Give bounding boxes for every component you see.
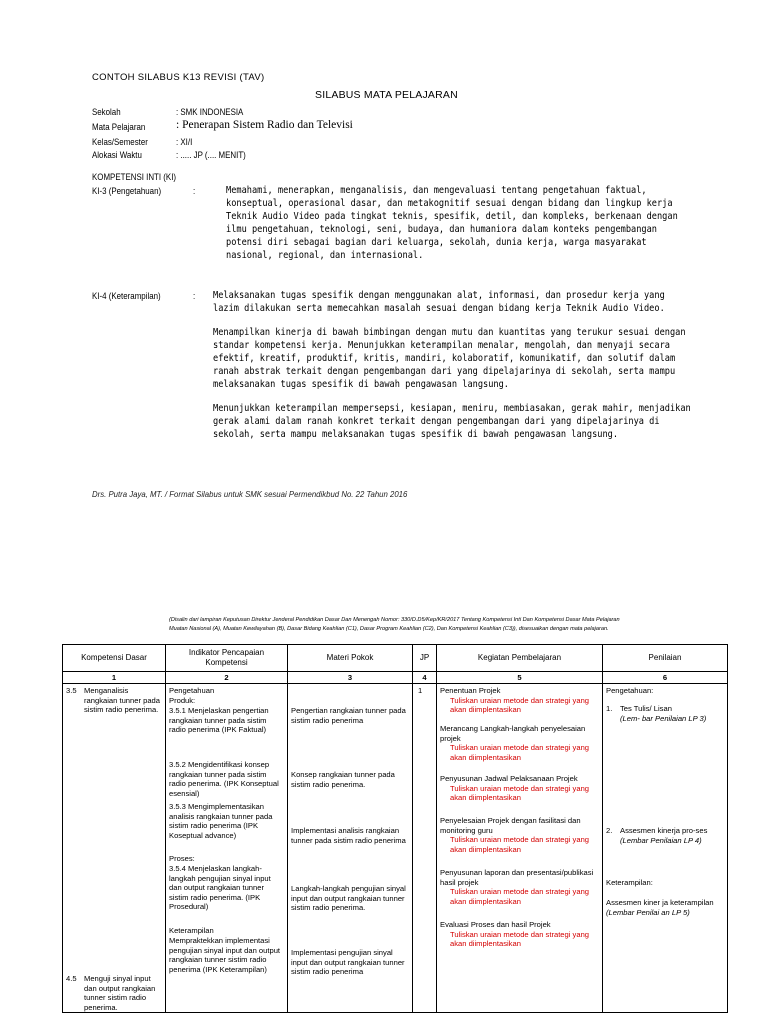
kegiatan-note: Tuliskan uraian metode dan strategi yang akan diimplentasikan <box>450 783 590 803</box>
penilaian-item-title: Assesmen kiner ja keterampilan <box>606 898 714 907</box>
kegiatan-note: Tuliskan uraian metode dan strategi yang akan diimplentasikan <box>450 887 590 906</box>
kegiatan-cell <box>437 684 603 1013</box>
kd-item <box>66 686 162 715</box>
kegiatan-note: Tuliskan uraian metode dan strategi yang akan diimplentasikan <box>450 929 590 949</box>
penilaian-item <box>606 826 724 845</box>
kd-cell <box>63 684 166 1013</box>
column-header: Penilaian <box>603 645 728 672</box>
penilaian-item-note: (Lembar Penilaian LP 4) <box>620 835 702 845</box>
ki3-paragraph: Memahami, menerapkan, menganalisis, dan mengevaluasi tentang pengetahuan faktual, konseptual, operasional dasar, dan metakognitif sesuai dengan bidang dan lingkup kerja Teknik Audio Video pada tingkat teknis, spesifik, detil, dan kompleks, berkenaan dengan ilmu pengetahuan, teknologi, seni, budaya, dan humaniora dalam konteks pengembangan potensi diri sebagai bagian dari keluarga, sekolah, dunia kerja, warga masyarakat nasional, regional, dan internasional. <box>226 185 678 261</box>
penilaian-item-note: (Lem- bar Penilaian LP 3) <box>620 713 707 723</box>
ipk-item: 3.5.2 Mengidentifikasi konsep rangkaian tunner pada sistim radio penerima. (IPK Konseptual esensial) <box>169 760 279 798</box>
ipk-keterampilan-head: Keterampilan <box>169 926 214 935</box>
penilaian-item-number: 1. <box>606 704 613 713</box>
penilaian-item-number: 2. <box>606 826 613 835</box>
penilaian-pengetahuan-head: Pengetahuan: <box>606 686 654 695</box>
penilaian-keterampilan-head: Keterampilan: <box>606 878 653 887</box>
kd-text: Menguji sinyal input dan output rangkaian tunner sistim radio penerima. <box>84 974 156 1012</box>
column-number: 6 <box>603 672 728 684</box>
materi-item: Implementasi pengujian sinyal input dan output rangkaian tunner sistim radio penerima <box>291 948 405 977</box>
column-header: Kegiatan Pembelajaran <box>437 645 603 672</box>
identity-value: : ..... JP (.... MENIT) <box>176 150 246 160</box>
kegiatan-title: Penentuan Projek <box>440 686 501 695</box>
column-number-row <box>63 672 728 684</box>
ipk-item: 3.5.3 Mengimplementasikan analisis rangkaian tunner pada sistim radio penerima (IPK Koseptual advance) <box>169 802 273 840</box>
kegiatan-item <box>440 724 599 762</box>
table-row <box>63 684 728 1013</box>
kegiatan-item <box>440 920 599 949</box>
kegiatan-title: Evaluasi Proses dan hasil Projek <box>440 920 551 929</box>
kegiatan-item <box>440 774 599 803</box>
identity-value: : SMK INDONESIA <box>176 107 244 117</box>
ki4-colon: : <box>193 291 196 301</box>
kd-text: Menganalisis rangkaian tunner pada sistim radio penerima. <box>84 686 160 715</box>
materi-item: Konsep rangkaian tunner pada sistim radio penerima. <box>291 770 395 789</box>
ipk-item: 3.5.4 Menjelaskan langkah-langkah pengujian sinyal input dan output rangkaian tunner sistim radio penerima. (IPK Prosedural) <box>169 864 271 912</box>
ki4-paragraph: Menampilkan kinerja di bawah bimbingan dengan mutu dan kuantitas yang terukur sesuai dengan standar kompetensi kerja. Menunjukkan keterampilan menalar, mengolah, dan menyaji secara efektif, kreatif, produktif, kritis, mandiri, kolaboratif, komunikatif, dan solutif dalam ranah abstrak terkait dengan pengembangan dari yang dipelajarinya di sekolah, serta mampu melaksanakan tugas spesifik di bawah pengawasan langsung. <box>213 327 686 390</box>
kd-item <box>66 974 162 1012</box>
kd-number: 4.5 <box>66 974 77 983</box>
source-note-line1: (Disalin dari lampiran Keputusan Direktur Jenderal Pendidikan Dasar Dan Menengah Nomor: 330/D.D5/Kep/KR/2017 Tentang Kompetensi Inti Dan Kompetensi Dasar Mata Pelajaran <box>169 617 620 623</box>
kegiatan-title: Penyusunan laporan dan presentasi/publikasi hasil projek <box>440 868 594 887</box>
ki4-text <box>213 289 693 452</box>
ki4-paragraph: Menunjukkan keterampilan mempersepsi, kesiapan, meniru, membiasakan, gerak mahir, menjadikan gerak alami dalam ranah konkret terkait dengan pengembangan dari yang dipelajarinya di sekolah, serta mampu melaksanakan tugas spesifik di bawah pengawasan langsung. <box>213 403 691 440</box>
ipk-proses-head: Proses: <box>169 854 195 863</box>
penilaian-cell <box>603 684 728 1013</box>
kegiatan-title: Penyusunan Jadwal Pelaksanaan Projek <box>440 774 578 783</box>
ki-heading: KOMPETENSI INTI (KI) <box>92 172 177 182</box>
column-header: Kompetensi Dasar <box>63 645 166 672</box>
column-number: 2 <box>166 672 288 684</box>
materi-item: Pengertian rangkaian tunner pada sistim radio penerima <box>291 706 406 725</box>
penilaian-item-title: Tes Tulis/ Lisan <box>620 704 672 713</box>
ipk-pengetahuan-head: Pengetahuan <box>169 686 215 695</box>
kegiatan-item <box>440 686 599 715</box>
ipk-cell <box>166 684 288 1013</box>
doc-main-title: SILABUS MATA PELAJARAN <box>315 89 458 101</box>
source-note-line2: Muatan Nasional (A), Muatan Kewilayahan (B), Dasar Bidang Keahlian (C1), Dasar Program Keahlian (C2), Dan Kompetensi Keahlian (C3)), disesuaikan dengan mata pelajaran. <box>169 626 609 632</box>
column-header: JP <box>413 645 437 672</box>
column-number: 1 <box>63 672 166 684</box>
ki4-paragraph: Melaksanakan tugas spesifik dengan menggunakan alat, informasi, dan prosedur kerja yang lazim dilakukan serta memecahkan masalah sesuai dengan bidang kerja Teknik Audio Video. <box>213 290 665 314</box>
author-note: Drs. Putra Jaya, MT. / Format Silabus untuk SMK sesuai Permendikbud No. 22 Tahun 2016 <box>92 490 408 499</box>
column-header: Materi Pokok <box>288 645 413 672</box>
identity-label: Alokasi Waktu <box>92 150 142 160</box>
ipk-produk-head: Produk: <box>169 696 196 705</box>
penilaian-item-note: (Lembar Penilai an LP 5) <box>606 907 690 917</box>
penilaian-keterampilan-item <box>606 898 724 917</box>
jp-cell <box>413 684 437 1013</box>
kegiatan-title: Merancang Langkah-langkah penyelesaian projek <box>440 724 586 743</box>
ipk-item: Mempraktekkan implementasi pengujian sinyal input dan output rangkaian tunner sistim radio penerima (IPK Keterampilan) <box>169 936 281 974</box>
column-number: 4 <box>413 672 437 684</box>
kegiatan-note: Tuliskan uraian metode dan strategi yang akan diimplentasikan <box>450 835 590 854</box>
kd-number: 3.5 <box>66 686 77 695</box>
table-header-row <box>63 645 728 672</box>
kegiatan-item <box>440 868 599 906</box>
materi-item: Implementasi analisis rangkaian tunner pada sistim radio penerima <box>291 826 406 845</box>
penilaian-item <box>606 704 724 723</box>
ki3-text <box>226 184 697 273</box>
column-number: 3 <box>288 672 413 684</box>
identity-value: : XI/I <box>176 137 193 147</box>
doc-top-title: CONTOH SILABUS K13 REVISI (TAV) <box>92 72 265 83</box>
column-number: 5 <box>437 672 603 684</box>
materi-item: Langkah-langkah pengujian sinyal input dan output rangkaian tunner sistim radio penerima. <box>291 884 406 913</box>
kegiatan-item <box>440 816 599 854</box>
kegiatan-note: Tuliskan uraian metode dan strategi yang akan diimplentasikan <box>450 743 590 762</box>
identity-value: : Penerapan Sistem Radio dan Televisi <box>176 119 353 131</box>
identity-label: Mata Pelajaran <box>92 122 146 132</box>
penilaian-item-title: Assesmen kinerja pro-ses <box>620 826 708 835</box>
kegiatan-note: Tuliskan uraian metode dan strategi yang akan diimplentasikan <box>450 695 590 715</box>
syllabus-table <box>62 644 728 1013</box>
identity-label: Kelas/Semester <box>92 137 148 147</box>
column-header: Indikator Pencapaian Kompetensi <box>166 645 288 672</box>
ki3-colon: : <box>193 186 196 196</box>
ki4-label: KI-4 (Keterampilan) <box>92 291 161 301</box>
ki3-label: KI-3 (Pengetahuan) <box>92 186 162 196</box>
identity-label: Sekolah <box>92 107 121 117</box>
materi-cell <box>288 684 413 1013</box>
jp-value: 1 <box>418 686 423 695</box>
kegiatan-title: Penyelesaian Projek dengan fasilitasi dan monitoring guru <box>440 816 581 835</box>
ipk-item: 3.5.1 Menjelaskan pengertian rangkaian tunner pada sistim radio penerima (IPK Faktual) <box>169 706 269 735</box>
